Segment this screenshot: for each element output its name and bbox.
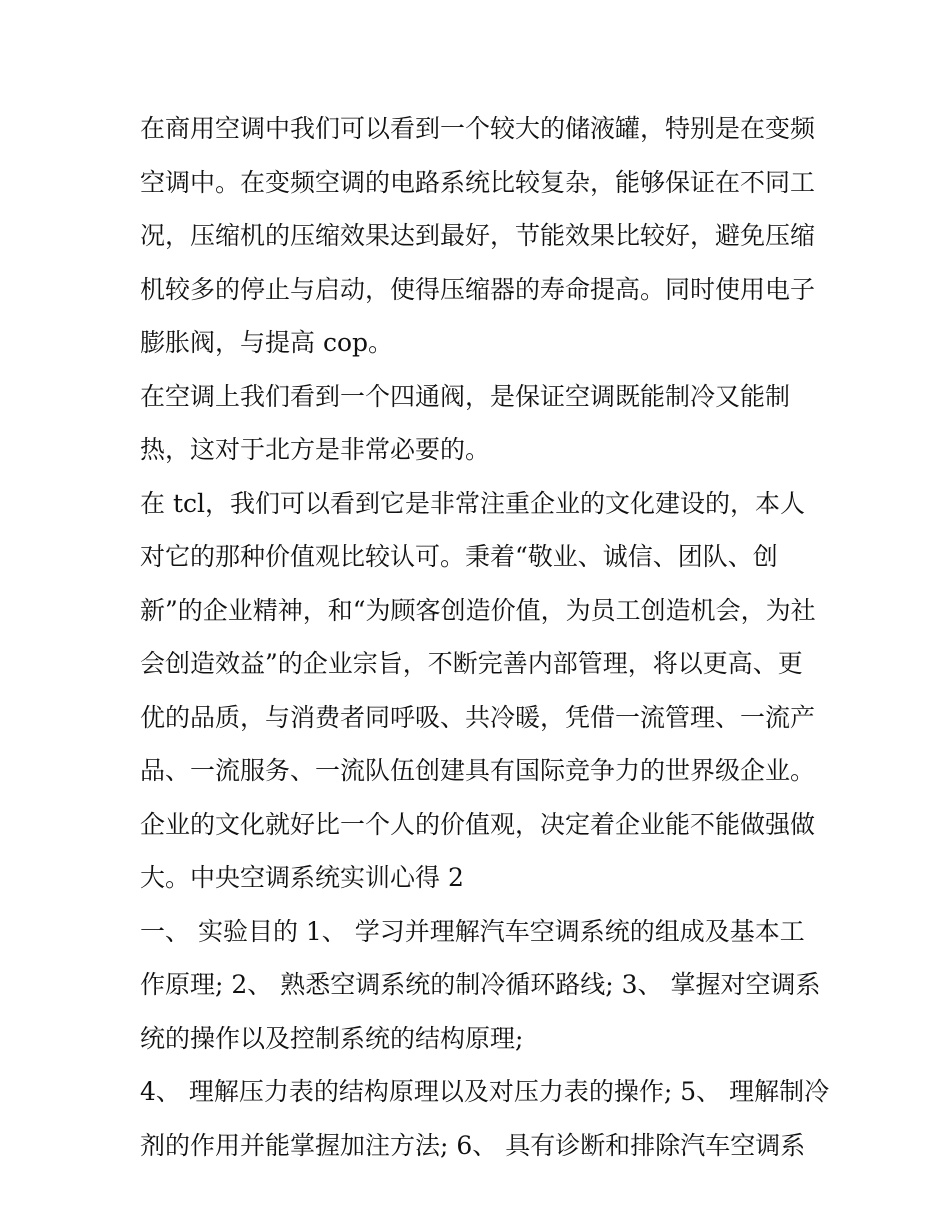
text-line: 在 tcl，我们可以看到它是非常注重企业的文化建设的，本人 [140,488,805,518]
document-body [140,102,830,1172]
text-line: 统的操作以及控制系统的结构原理; [140,1023,524,1053]
text-line: 优的品质，与消费者同呼吸、共冷暖，凭借一流管理、一流产 [140,702,816,732]
text-line: 在商用空调中我们可以看到一个较大的储液罐，特别是在变频 [140,114,816,143]
text-line: 空调中。在变频空调的电路系统比较复杂，能够保证在不同工 [140,167,816,197]
text-line: 大。中央空调系统实训心得 2 [140,863,464,892]
text-line: 新”的企业精神，和“为顾客创造价值，为员工创造机会，为社 [140,595,816,625]
text-line: 热，这对于北方是非常必要的。 [140,435,491,464]
text-line: 品、一流服务、一流队伍创建具有国际竞争力的世界级企业。 [140,756,816,785]
text-line: 企业的文化就好比一个人的价值观，决定着企业能不能做强做 [140,809,816,839]
text-line: 会创造效益”的企业宗旨，不断完善内部管理，将以更高、更 [140,649,803,678]
text-line: 机较多的停止与启动，使得压缩器的寿命提高。同时使用电子 [140,274,816,304]
text-line: 况，压缩机的压缩效果达到最好，节能效果比较好，避免压缩 [140,221,816,250]
text-line: 一、 实验目的 1、 学习并理解汽车空调系统的组成及基本工 [140,916,805,946]
text-line: 4、 理解压力表的结构原理以及对压力表的操作; 5、 理解制冷 [140,1077,830,1106]
text-line: 膨胀阀，与提高 cop。 [140,328,394,357]
text-line: 在空调上我们看到一个四通阀，是保证空调既能制冷又能制 [140,381,791,411]
text-line: 剂的作用并能掌握加注方法; 6、 具有诊断和排除汽车空调系 [140,1130,806,1160]
text-line: 作原理; 2、 熟悉空调系统的制冷循环路线; 3、 掌握对空调系 [140,970,821,999]
text-line: 对它的那种价值观比较认可。秉着“敬业、诚信、团队、创 [140,542,778,571]
